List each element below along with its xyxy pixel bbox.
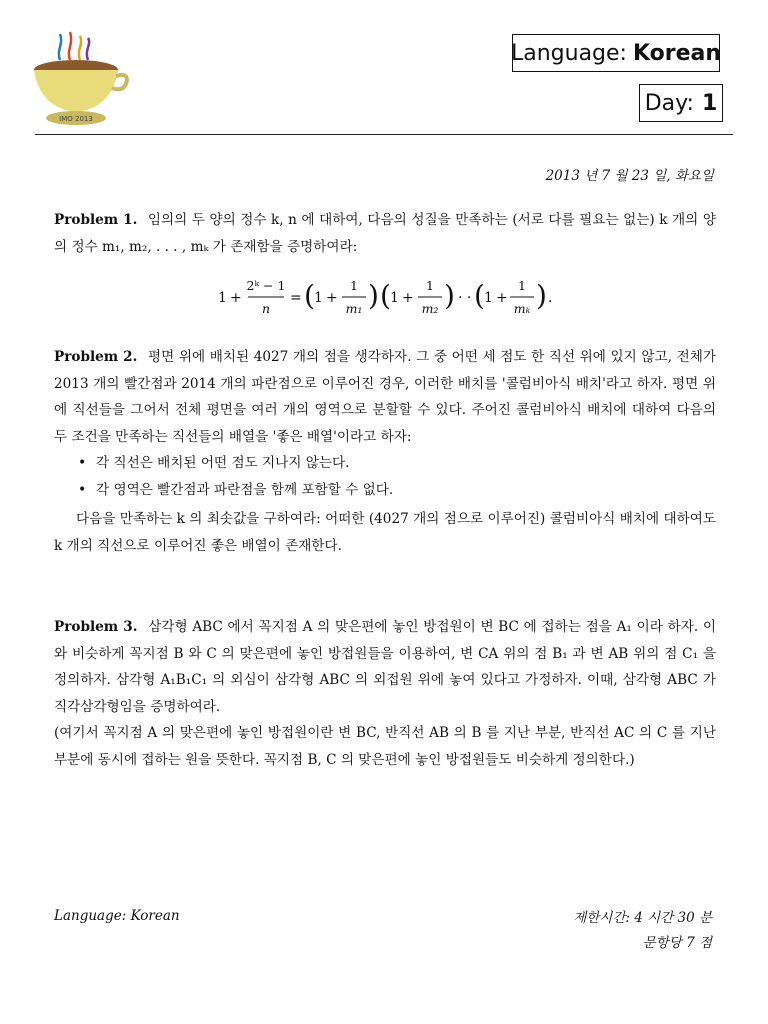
problem-3-text: 삼각형 ABC 에서 꼭지점 A 의 맞은편에 놓인 방접원이 변 BC 에 접하는 점을 A₁ 이라 하자. 이와 비슷하게 꼭지점 B 와 C 의 맞은편에 놓인 방접원들을 이용하여, 변 CA 위의 점 B₁ 과 변 AB 위의 점 C₁ 을 정의하자. 삼각형 A₁B₁C₁ 의 외심이 삼각형 ABC 의 외접원 위에 놓여 있다고 가정하자. 이때, 삼각형 ABC 가 직각삼각형임을 증명하여라. — [54, 619, 716, 715]
points-per-problem: 문항당 7 점 — [642, 935, 712, 951]
formula-one: 1 — [390, 290, 399, 306]
paren-close: ) — [536, 279, 547, 312]
formula-den-2: m₂ — [421, 301, 439, 316]
formula-svg — [0, 274, 768, 322]
problem-3-heading: Problem 3. — [54, 619, 138, 635]
problem-2-heading: Problem 2. — [54, 349, 138, 365]
paren-open: ( — [380, 279, 391, 312]
problem-2-text: 평면 위에 배치된 4027 개의 점을 생각하자. 그 중 어떤 세 점도 한 직선 위에 있지 않고, 전체가 2013 개의 빨간점과 2014 개의 파란점으로 이루어진 경우, 이러한 배치를 '콜럼비아식 배치'라고 하자. 평면 위에 직선들을 그어서 전체 평면을 여러 개의 영역으로 분할할 수 있다. 주어진 콜럼비아식 배치에 대하여 다음의 두 조건을 만족하는 직선들의 배열을 '좋은 배열'이라고 하자: — [54, 349, 717, 445]
paren-close: ) — [444, 279, 455, 312]
imo-logo — [30, 30, 130, 130]
language-label: Language: — [510, 40, 627, 66]
problem-2 — [54, 344, 716, 559]
problem-3 — [54, 614, 716, 773]
formula-den-1: m₁ — [345, 301, 363, 316]
formula-dots: · · · — [458, 290, 481, 306]
formula-plus: + — [230, 290, 242, 306]
formula-lhs-denominator: n — [261, 301, 271, 316]
paren-close: ) — [368, 279, 379, 312]
day-value: 1 — [701, 90, 718, 116]
formula-plus: + — [496, 290, 508, 306]
logo-text: IMO 2013 — [59, 115, 93, 123]
formula-lhs-numerator: 2ᵏ − 1 — [246, 278, 286, 293]
condition-item: • 각 영역은 빨간점과 파란점을 함께 포함할 수 없다. — [74, 477, 716, 504]
day-box — [639, 84, 723, 122]
formula-plus: + — [402, 290, 414, 306]
exam-date: 2013 년 7 월 23 일, 화요일 — [545, 168, 714, 184]
formula-numerator: 1 — [350, 278, 358, 293]
day-label: Day: — [644, 90, 694, 116]
formula-den-k: mₖ — [513, 301, 531, 316]
language-value: Korean — [632, 40, 722, 66]
footer-language: Language: Korean — [54, 908, 180, 924]
problem-3-note: (여기서 꼭지점 A 의 맞은편에 놓인 방접원이란 변 BC, 반직선 AB 의 B 를 지난 부분, 반직선 AC 의 C 를 지난 부분에 동시에 접하는 원을 뜻한다. 꼭지점 B, C 의 맞은편에 놓인 방접원들도 비슷하게 정의한다.) — [54, 725, 716, 768]
problem-1 — [54, 207, 716, 260]
formula-one: 1 — [314, 290, 323, 306]
problem-2-question: 다음을 만족하는 k 의 최솟값을 구하여라: 어떠한 (4027 개의 점으로 이루어진) 콜럼비아식 배치에 대하여도 k 개의 직선으로 이루어진 좋은 배열이 존재한다. — [54, 511, 716, 554]
formula-one: 1 — [218, 290, 227, 306]
formula-one: 1 — [484, 290, 493, 306]
formula-end: . — [548, 290, 553, 306]
formula-equals: = — [290, 290, 302, 306]
paren-open: ( — [474, 279, 485, 312]
problem-1-formula — [0, 274, 768, 322]
formula-numerator: 1 — [426, 278, 434, 293]
problem-1-text: 임의의 두 양의 정수 k, n 에 대하여, 다음의 성질을 만족하는 (서로 다를 필요는 없는) k 개의 양의 정수 m₁, m₂, . . . , mₖ 가 존재함을 증명하여라: — [54, 212, 716, 255]
time-limit: 제한시간: 4 시간 30 분 — [573, 910, 712, 926]
paren-open: ( — [304, 279, 315, 312]
problem-1-heading: Problem 1. — [54, 212, 138, 228]
footer-info — [573, 906, 712, 956]
formula-plus: + — [326, 290, 338, 306]
formula-numerator: 1 — [518, 278, 526, 293]
language-box — [512, 34, 720, 72]
condition-item: • 각 직선은 배치된 어떤 점도 지나지 않는다. — [74, 450, 716, 477]
problem-2-conditions — [54, 450, 716, 503]
header-divider — [35, 134, 733, 135]
